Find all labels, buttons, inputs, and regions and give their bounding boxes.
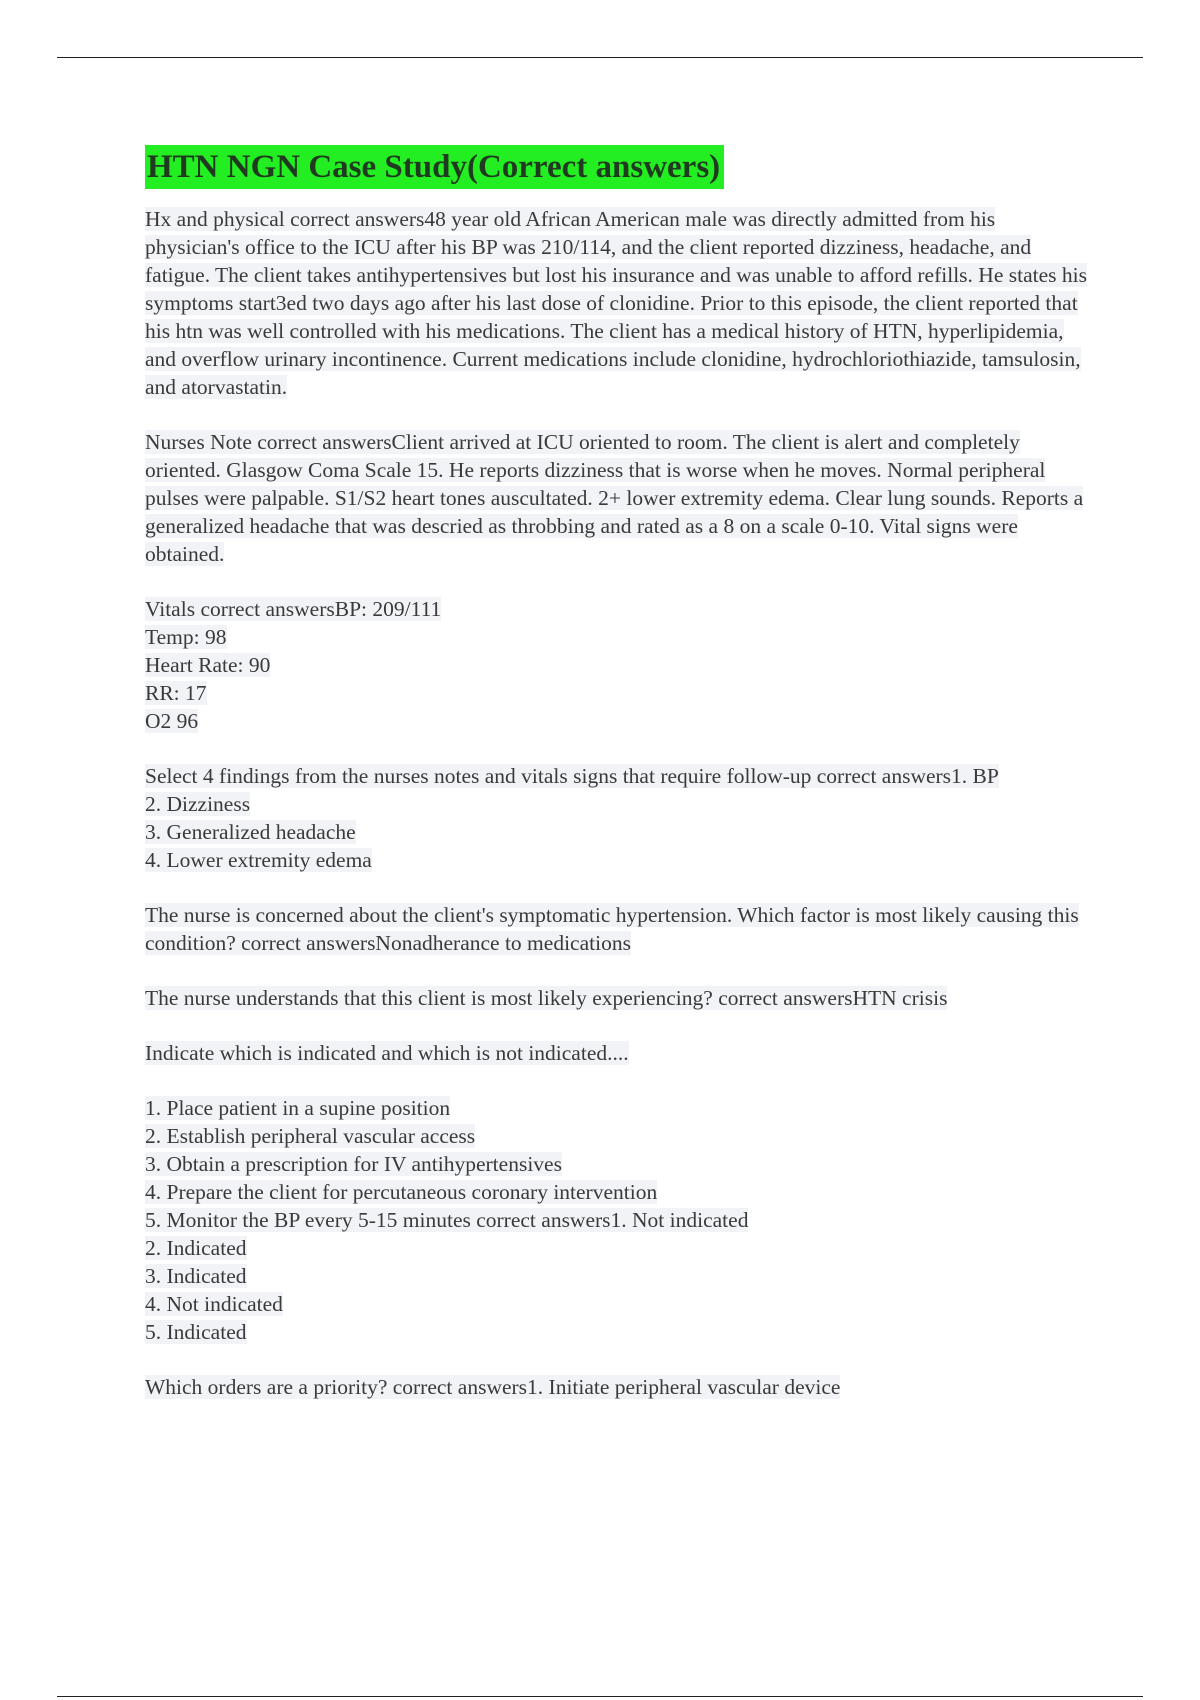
nurses-note-paragraph [145, 428, 1095, 568]
paragraph-text: The nurse is concerned about the client's symptomatic hypertension. Which factor is most likely causing this condition? correct answersNonadherance to medications [145, 903, 1079, 955]
indicated-list-paragraph [145, 1094, 1095, 1346]
findings-question-paragraph [145, 762, 1095, 874]
paragraph-text: Which orders are a priority? correct answers1. Initiate peripheral vascular device [145, 1375, 841, 1399]
document-page [145, 145, 1095, 1428]
bottom-rule [57, 1696, 1143, 1697]
history-and-physical-paragraph [145, 205, 1095, 401]
experiencing-question-paragraph [145, 984, 1095, 1012]
top-rule [57, 57, 1143, 58]
paragraph-text: Select 4 findings from the nurses notes and vitals signs that require follow-up correct answers1. BP 2. Dizziness 3. Generalized headache 4. Lower extremity edema [145, 764, 999, 872]
paragraph-text: The nurse understands that this client is most likely experiencing? correct answersHTN crisis [145, 986, 948, 1010]
paragraph-text: Nurses Note correct answersClient arrived at ICU oriented to room. The client is alert and completely oriented. Glasgow Coma Scale 15. He reports dizziness that is worse when he moves. Normal peripheral pulses were palpable. S1/S2 heart tones auscultated. 2+ lower extremity edema. Clear lung sounds. Reports a generalized headache that was descried as throbbing and rated as a 8 on a scale 0-10. Vital signs were obtained. [145, 430, 1084, 566]
paragraph-text: Hx and physical correct answers48 year old African American male was directly admitted from his physician's office to the ICU after his BP was 210/114, and the client reported dizziness, headache, and fatigue. The client takes antihypertensives but lost his insurance and was unable to afford refills. He states his symptoms start3ed two days ago after his last dose of clonidine. Prior to this episode, the client reported that his htn was well controlled with his medications. The client has a medical history of HTN, hyperlipidemia, and overflow urinary incontinence. Current medications include clonidine, hydrochloriothiazide, tamsulosin, and atorvastatin. [145, 207, 1087, 399]
document-title: HTN NGN Case Study(Correct answers) [145, 145, 724, 189]
vitals-paragraph [145, 595, 1095, 735]
paragraph-text: Indicate which is indicated and which is not indicated.... [145, 1041, 629, 1065]
priority-orders-paragraph [145, 1373, 1095, 1401]
indicated-instruction-paragraph [145, 1039, 1095, 1067]
paragraph-text: 1. Place patient in a supine position 2. Establish peripheral vascular access 3. Obtain a prescription for IV antihypertensives 4. Prepare the client for percutaneous coronary intervention 5. Monitor the BP every 5-15 minutes correct answers1. Not indicated 2. Indicated 3. Indicated 4. Not indicated 5. Indicated [145, 1096, 749, 1344]
factor-question-paragraph [145, 901, 1095, 957]
paragraph-text: Vitals correct answersBP: 209/111 Temp: 98 Heart Rate: 90 RR: 17 O2 96 [145, 597, 442, 733]
